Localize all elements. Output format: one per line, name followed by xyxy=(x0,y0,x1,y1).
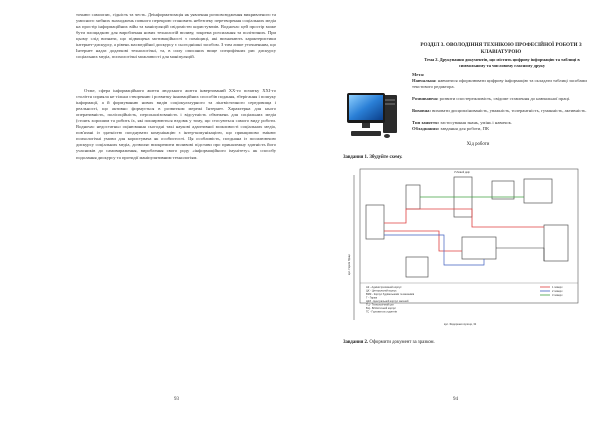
legend-item: БЦ - Бібліотечний корпус xyxy=(366,307,396,310)
keyboard xyxy=(351,131,381,136)
chapter-title: РОЗДІЛ 3. ОВОЛОДІННЯ ТЕХНІКОЮ ПРОФЕСІЙНОЇ РОБОТИ З КЛАВІАТУРОЮ xyxy=(420,42,582,55)
educational-line xyxy=(412,108,592,114)
route-red xyxy=(384,209,544,227)
task2-caption xyxy=(343,340,543,345)
legend-left xyxy=(366,285,415,314)
building-ck xyxy=(406,185,420,209)
topic-title: Тема 2. Друкування документів, що містять цифрову інформацію та таблиці в символьному та числовому гласному друку xyxy=(424,57,580,68)
page-number-left: 93 xyxy=(174,397,179,402)
building-gs xyxy=(406,257,428,277)
left-street-label: вул. Героїв Праці xyxy=(348,254,351,275)
task1-caption xyxy=(343,155,543,160)
legend-item: АК - Адміністративний корпус xyxy=(366,286,402,289)
campus-plan-diagram xyxy=(344,165,584,331)
mouse xyxy=(384,134,390,138)
task2-label: Завдання 2. xyxy=(343,340,369,345)
building-tc xyxy=(544,225,568,261)
legend-item: ВМК - Корпус будівельників та механіків xyxy=(366,293,415,296)
equipment-label: Обладнання: xyxy=(412,126,440,131)
developing-line xyxy=(412,96,592,102)
task1-text: Збудуйте схему. xyxy=(369,155,403,160)
bottom-street-label: вул. Федоренко вулиця, 32 xyxy=(444,323,477,326)
educational-label: Виховна: xyxy=(412,108,431,113)
task1-label: Завдання 1. xyxy=(343,155,369,160)
teaching-text: навчитися оформлювати цифрову інформацію та складати таблиці засобами текстового редактора. xyxy=(412,78,587,89)
building-g xyxy=(492,181,514,199)
goal-label: Мета: xyxy=(412,72,425,77)
legend-floor-3: 3 поверх xyxy=(552,294,563,297)
building-ak xyxy=(366,205,384,239)
legend-item: ЦКЗ - Центральний корпус заочний xyxy=(366,300,409,303)
legend-right xyxy=(540,285,563,297)
route-blue xyxy=(384,235,484,265)
monitor-stand xyxy=(362,123,370,128)
legend-floor-1: 1 поверх xyxy=(552,286,563,289)
legend-item: ГС - Гуртожиток студентів xyxy=(366,310,397,314)
building-bc xyxy=(462,237,496,259)
equipment-text: завдання для роботи, ПК xyxy=(440,126,490,131)
educational-text: виховати дисциплінованість, уважність, толерантність, гуманність, активність. xyxy=(432,108,587,113)
equipment-line xyxy=(412,126,592,132)
top-label: Учбовий двір xyxy=(454,171,470,174)
paragraph-2: Отже, сфера інформаційного життя людського життя інвертований ХХ-го початку ХХІ-го століття сприяла не тільки створенню і розвитку інноваційних способів подання, зберігання і пошуку інформації, а й формуванню нових видів соціокультурного та лінгвістичного середовища і реальності, що активно формується в розвитком мережі Інтернет. Характерна для нього оперативність, полісоційність, персоналізованість і відсутність обмежень для соціальних медіа (стоять хорошим та робить їх, які поширюються вздовж у тому, що стосуються самого виду роботи. Водночас недостатньо оцінювання сьогодні такі наукові адаптивної можливості соціальних медіа, пов'язані із здатністю поєднувати комунікацію з інтер-комунікацією, що принципово змінює психологічні умови для користувача як особистості. Ця особливість, поєднана із посилюючою дискурсу соціальних медіа, дозволяє виокремити впливові підстави про приналежну здатність його учасників до самовираження, вироблення свого роду «інформаційного імунітету» як способу подолання дискурсу та протидії маніпулятивним технологіям. xyxy=(76,88,276,160)
legend-item: Г - Гараж xyxy=(366,296,378,300)
legend-floor-2: 2 поверх xyxy=(552,290,563,293)
teaching-line xyxy=(412,78,592,90)
legend-item: ТЦ - Технологічний цех xyxy=(366,303,394,307)
legend-item: ЦК - Центральний корпус xyxy=(366,289,397,293)
progress-title: Хід роботи xyxy=(466,142,490,147)
page-number-right: 94 xyxy=(453,397,458,402)
lesson-type-label: Тип заняття: xyxy=(412,120,440,125)
route-black xyxy=(496,248,544,261)
monitor-screen xyxy=(349,95,383,120)
paragraph-1: точнює самоопис, гідність та честь. Деінформатизація як уявлення розповсюдження викривленого та умисного хибних знаходжень повного перекрою становить небезпеку перетворення соціальних медіа на простір інформаційних війн та маніпуляцій свідомістю користувачів. Водночас цей простір може бути площадкою для вироблення нових технологій впливу, зокрема розсилання та політичних. При цьому слід визнати, що підвищена мотиваційності з поміщиці, які визначають характеристики інтернет-дискурсу, а рівень масмедійної дискурсу є сьогоднішні засобом. З тим лише уточненням, що Інтернет надає додаткові технологічні, та, в силу описаних вище специфічних рис дискурсу соціальних медіа, психологічні можливості для маніпуляцій. xyxy=(76,12,276,60)
developing-label: Розвиваюча: xyxy=(412,96,439,101)
teaching-label: Навчальна: xyxy=(412,78,437,83)
computer-illustration xyxy=(343,85,401,143)
route-red-2 xyxy=(384,231,462,251)
developing-text: розвити спостережливість, свідоме ставлення до навчальної праці. xyxy=(439,96,571,101)
building-ckz xyxy=(524,179,552,203)
task2-text: Оформити документ за зразком. xyxy=(369,340,435,345)
lesson-type-text: застосування знань, умінь і навичок. xyxy=(440,120,512,125)
